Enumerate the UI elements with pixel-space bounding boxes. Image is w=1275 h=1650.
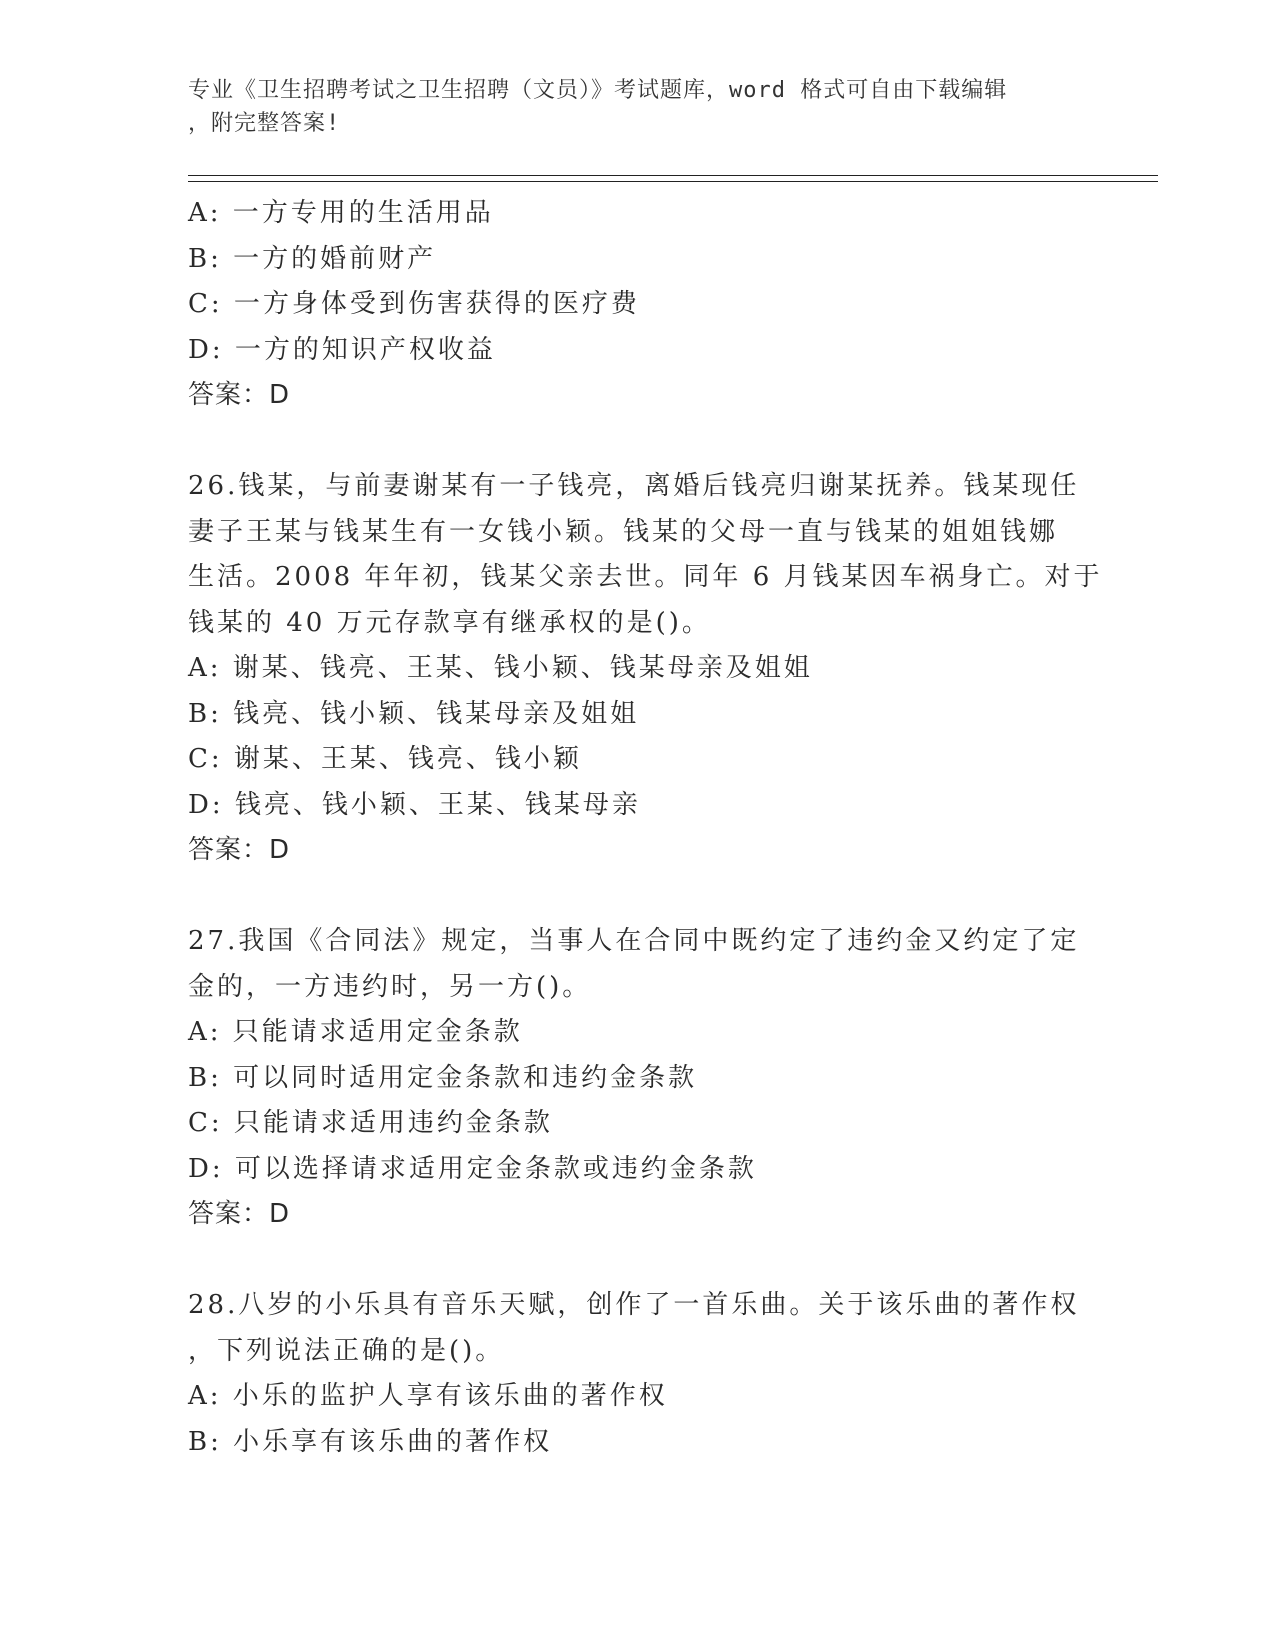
- header-line-1: 专业《卫生招聘考试之卫生招聘（文员）》考试题库，word 格式可自由下载编辑: [188, 78, 1008, 103]
- option-a: A: 只能请求适用定金条款: [188, 1017, 523, 1047]
- option-d: D: 钱亮、钱小颖、王某、钱某母亲: [188, 789, 641, 820]
- option-b: B: 可以同时适用定金条款和违约金条款: [188, 1062, 698, 1093]
- question-28: [188, 1283, 1088, 1465]
- question-27: [188, 919, 1088, 1238]
- option-b: B: 小乐享有该乐曲的著作权: [188, 1426, 553, 1457]
- option-d: D: 一方的知识产权收益: [188, 334, 496, 365]
- option-a: A: 一方专用的生活用品: [188, 198, 494, 228]
- question-stem-line: 生活。2008 年年初，钱某父亲去世。同年 6 月钱某因车祸身亡。对于: [188, 562, 1103, 592]
- question-26: [188, 464, 1103, 874]
- option-a: A: 小乐的监护人享有该乐曲的著作权: [188, 1381, 668, 1411]
- header-line-2: ，附完整答案!: [188, 111, 341, 136]
- header-rule-top: [188, 175, 1158, 176]
- option-a: A: 谢某、钱亮、王某、钱小颖、钱某母亲及姐姐: [188, 653, 813, 683]
- question-stem-line: 妻子王某与钱某生有一女钱小颖。钱某的父母一直与钱某的姐姐钱娜: [188, 516, 1059, 547]
- question-stem-line: 钱某的 40 万元存款享有继承权的是()。: [188, 607, 711, 638]
- spacer: [188, 1238, 1088, 1284]
- option-b: B: 一方的婚前财产: [188, 243, 437, 274]
- option-d: D: 可以选择请求适用定金条款或违约金条款: [188, 1153, 757, 1184]
- answer-line: 答案：D: [188, 1199, 291, 1229]
- spacer: [188, 419, 1088, 465]
- answer-line: 答案：D: [188, 380, 291, 410]
- question-stem-line: 27.我国《合同法》规定，当事人在合同中既约定了违约金又约定了定: [188, 926, 1080, 956]
- header-rule-bottom: [188, 181, 1158, 182]
- option-c: C: 谢某、王某、钱亮、钱小颖: [188, 744, 582, 774]
- question-stem-line: ，下列说法正确的是()。: [188, 1335, 505, 1366]
- question-stem-line: 26.钱某，与前妻谢某有一子钱亮，离婚后钱亮归谢某抚养。钱某现任: [188, 471, 1080, 501]
- document-header: [188, 74, 1068, 140]
- option-b: B: 钱亮、钱小颖、钱某母亲及姐姐: [188, 698, 640, 729]
- question-25-options: [188, 191, 1088, 419]
- option-c: C: 一方身体受到伤害获得的医疗费: [188, 289, 640, 319]
- question-list: [188, 191, 1103, 1465]
- question-stem-line: 金的，一方违约时，另一方()。: [188, 971, 592, 1002]
- spacer: [188, 874, 1088, 920]
- option-c: C: 只能请求适用违约金条款: [188, 1108, 553, 1138]
- question-stem-line: 28.八岁的小乐具有音乐天赋，创作了一首乐曲。关于该乐曲的著作权: [188, 1290, 1080, 1320]
- answer-line: 答案：D: [188, 835, 291, 865]
